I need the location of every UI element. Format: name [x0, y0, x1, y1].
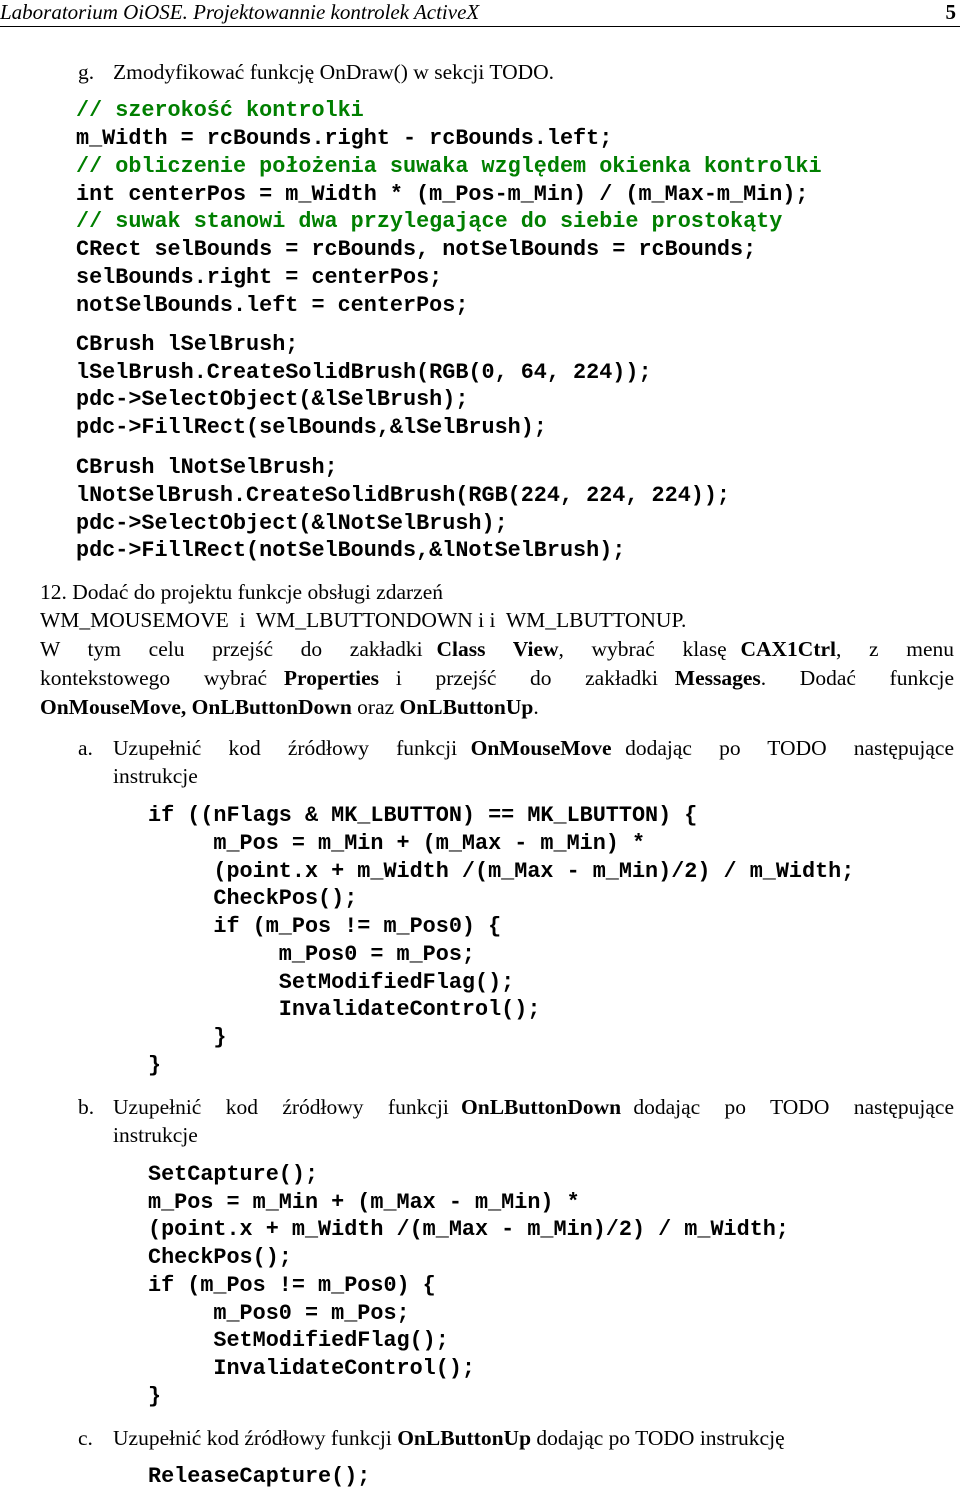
code-line: InvalidateControl();: [148, 997, 541, 1022]
step-12-paragraph-line3: OnMouseMove, OnLButtonDown oraz OnLButtonUp.: [40, 695, 539, 719]
step-a-text-cont: instrukcje: [113, 764, 198, 788]
code-line: (point.x + m_Width /(m_Max - m_Min)/2) / m_Width;: [148, 1217, 789, 1242]
code-line: ReleaseCapture();: [148, 1464, 371, 1489]
code-line: SetModifiedFlag();: [148, 970, 515, 995]
step-g-text: Zmodyfikować funkcję OnDraw() w sekcji TODO.: [113, 60, 555, 84]
code-line: }: [148, 1384, 162, 1409]
code-line: notSelBounds.left = centerPos;: [76, 293, 469, 318]
step-c-text: Uzupełnić kod źródłowy funkcji OnLButtonUp dodając po TODO instrukcję: [113, 1426, 785, 1450]
step-g-marker: g.: [78, 60, 95, 84]
code-line: SetModifiedFlag();: [148, 1328, 449, 1353]
code-line: int centerPos = m_Width * (m_Pos-m_Min) / (m_Max-m_Min);: [76, 182, 809, 207]
code-line: lSelBrush.CreateSolidBrush(RGB(0, 64, 224));: [76, 360, 652, 385]
page-header: [0, 0, 960, 27]
code-line: pdc->FillRect(selBounds,&lSelBrush);: [76, 415, 547, 440]
code-line: CheckPos();: [148, 886, 358, 911]
code-line: }: [148, 1025, 227, 1050]
code-line: CBrush lSelBrush;: [76, 332, 299, 357]
step-b-text: Uzupełnić kod źródłowy funkcji OnLButtonDown dodając po TODO następujące: [113, 1095, 954, 1119]
step-a-text: Uzupełnić kod źródłowy funkcji OnMouseMove dodając po TODO następujące: [113, 736, 955, 760]
code-line: m_Pos0 = m_Pos;: [148, 942, 476, 967]
document-title: Laboratorium OiOSE. Projektowannie kontrolek ActiveX: [0, 0, 480, 24]
code-line: selBounds.right = centerPos;: [76, 265, 443, 290]
code-line: InvalidateControl();: [148, 1356, 476, 1381]
code-line: CheckPos();: [148, 1245, 292, 1270]
code-line: pdc->SelectObject(&lNotSelBrush);: [76, 511, 508, 536]
code-line: m_Pos = m_Min + (m_Max - m_Min) *: [148, 1190, 580, 1215]
step-a-marker: a.: [78, 736, 93, 760]
code-line: // obliczenie położenia suwaka względem okienka kontrolki: [76, 154, 822, 179]
step-b-marker: b.: [78, 1095, 95, 1119]
code-line: (point.x + m_Width /(m_Max - m_Min)/2) / m_Width;: [148, 859, 855, 884]
code-line: m_Pos = m_Min + (m_Max - m_Min) *: [148, 831, 646, 856]
code-line: // szerokość kontrolki: [76, 98, 364, 123]
code-line: CRect selBounds = rcBounds, notSelBounds = rcBounds;: [76, 237, 757, 262]
code-line: m_Width = rcBounds.right - rcBounds.left;: [76, 126, 613, 151]
step-12-paragraph-line2: kontekstowego wybrać Properties i przejść do zakładki Messages. Dodać funkcje: [40, 666, 955, 690]
step-12-paragraph-line1: W tym celu przejść do zakładki Class View, wybrać klasę CAX1Ctrl, z menu: [40, 637, 955, 661]
code-line: pdc->SelectObject(&lSelBrush);: [76, 387, 469, 412]
code-line: m_Pos0 = m_Pos;: [148, 1301, 410, 1326]
code-line: SetCapture();: [148, 1162, 319, 1187]
step-12-heading: 12. Dodać do projektu funkcje obsługi zdarzeń: [40, 580, 443, 604]
step-12-events: WM_MOUSEMOVE i WM_LBUTTONDOWN i i WM_LBUTTONUP.: [40, 608, 687, 632]
code-line: pdc->FillRect(notSelBounds,&lNotSelBrush);: [76, 538, 626, 563]
code-line: if (m_Pos != m_Pos0) {: [148, 914, 502, 939]
code-line: lNotSelBrush.CreateSolidBrush(RGB(224, 224, 224));: [76, 483, 731, 508]
code-line: if (m_Pos != m_Pos0) {: [148, 1273, 436, 1298]
code-line: if ((nFlags & MK_LBUTTON) == MK_LBUTTON) {: [148, 803, 698, 828]
code-line: // suwak stanowi dwa przylegające do siebie prostokąty: [76, 209, 783, 234]
code-line: CBrush lNotSelBrush;: [76, 455, 338, 480]
step-c-marker: c.: [78, 1426, 93, 1450]
step-b-text-cont: instrukcje: [113, 1123, 198, 1147]
code-line: }: [148, 1053, 162, 1078]
page-number: 5: [945, 0, 956, 24]
